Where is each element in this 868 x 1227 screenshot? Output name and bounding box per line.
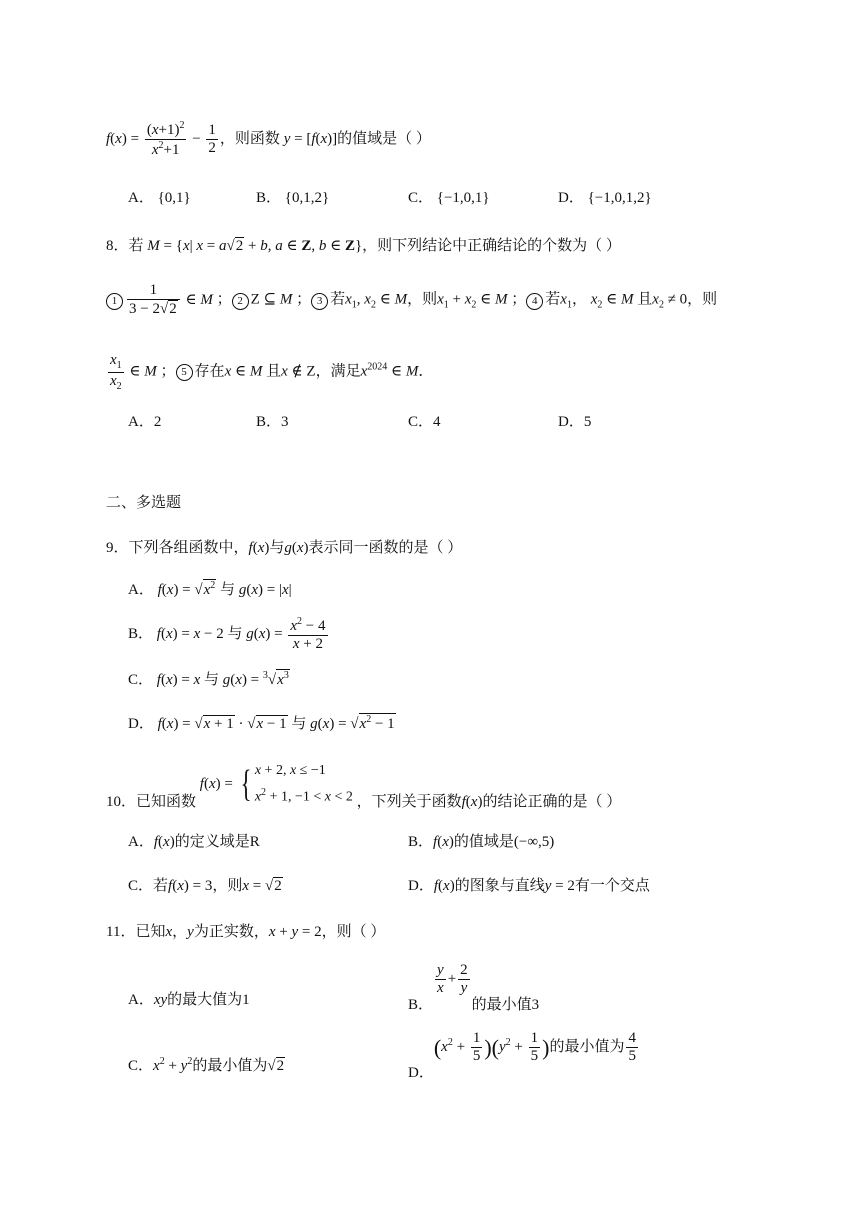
q8-stem-end: ，则下列结论中正确结论的个数为（ ） (362, 238, 621, 254)
q7-stem: f(x) = $\frac{(x+1)^2}{x^2+1}$ − $\frac{1}{2}$ ，则函数 y = [f(x)]的值域是（ ） (106, 120, 431, 159)
q8-stem: 8．若 M = {x| x = a√2 + b, a ∈ Z, b ∈ Z}，则下列结论中正确结论的个数为（ ） (106, 238, 621, 254)
q7-option-b[interactable]: B． {0,1,2} (256, 190, 330, 206)
q11-option-d[interactable]: D．($x^2$ + $\frac{1}{5}$ )($y^2$ + $\frac{1}{5}$ )的最小值为 $\frac{4}{5}$ (408, 1030, 636, 1082)
q11-stem: 11．已知x，y为正实数，x + y = 2，则（ ） (106, 924, 386, 940)
q10-option-b[interactable]: B．f(x)的值域是(−∞,5) (408, 834, 555, 850)
q8-number: 8．若 (106, 238, 144, 254)
q8-s1: 1 $\frac{1}{3 - 2√2}$ ∈ M (106, 292, 213, 308)
q10-option-c[interactable]: C．若f(x) = 3，则x = √2 (128, 878, 282, 894)
q7-option-d[interactable]: D． {−1,0,1,2} (558, 190, 652, 206)
q9-option-a[interactable]: A． $f(x) = √x^2$ 与 g(x) = |x| (128, 580, 292, 598)
q7-option-c[interactable]: C． {−1,0,1} (408, 190, 490, 206)
q10-option-d[interactable]: D．f(x)的图象与直线y = 2有一个交点 (408, 878, 650, 894)
q8-option-a[interactable]: A．2 (128, 414, 162, 430)
q10-option-a[interactable]: A．f(x)的定义域是R (128, 834, 260, 850)
q8-option-d[interactable]: D．5 (558, 414, 592, 430)
q11-option-c[interactable]: C．$x^2 + y^2$的最小值为√2 (128, 1056, 285, 1074)
q9-option-d[interactable]: D． f(x) = √x + 1 · √x − 1 与 $g(x) = √x^2 - 1$ (128, 714, 395, 732)
q8-statements-line2: $\frac{x_1}{x_2}$ ∈ M ； 5 存在x ∈ M 且x ∉ Z，满足$x^{2024}$ ∈ M． (110, 352, 434, 392)
q9-option-c[interactable]: C． f(x) = x 与 $g(x) = ^3√x^3$ (128, 670, 289, 688)
q9-stem: 9．下列各组函数中，f(x)与g(x)表示同一函数的是（ ） (106, 540, 463, 556)
q7-stem-tail: ，则函数 (219, 131, 280, 148)
q8-statements-line1: 1 $\frac{1}{3 - 2√2}$ ∈ M ； 2 Z ⊆ M ； 3 若$x_1$, $x_2$ ∈ M，则$x_1 + x_2$ ∈ M ； 4 若$x_1$， $x_2$ ∈ M 且$x_2 \ne 0$，则 (106, 282, 717, 319)
q7-stem-end: 的值域是（ ） (337, 131, 431, 148)
q10-stem: 10．已知函数 f(x) = { x + 2, x ≤ −1 $x^2 + 1$, −1 < x < 2 ，下列关于函数f(x)的结论正确的是（ ） (106, 763, 622, 810)
q8-option-c[interactable]: C．4 (408, 414, 441, 430)
q11-option-a[interactable]: A．xy的最大值为1 (128, 992, 250, 1008)
q8-option-b[interactable]: B．3 (256, 414, 289, 430)
q7-option-a[interactable]: A． {0,1} (128, 190, 191, 206)
section-title: 二、多选题 (106, 495, 182, 511)
q11-option-b[interactable]: B． $\frac{y}{x}$ + $\frac{2}{y}$ 的最小值3 (408, 962, 540, 1014)
q9-option-b[interactable]: B． f(x) = x − 2 与 g(x) = $\frac{x^2 - 4}{x + 2}$ (128, 616, 326, 653)
